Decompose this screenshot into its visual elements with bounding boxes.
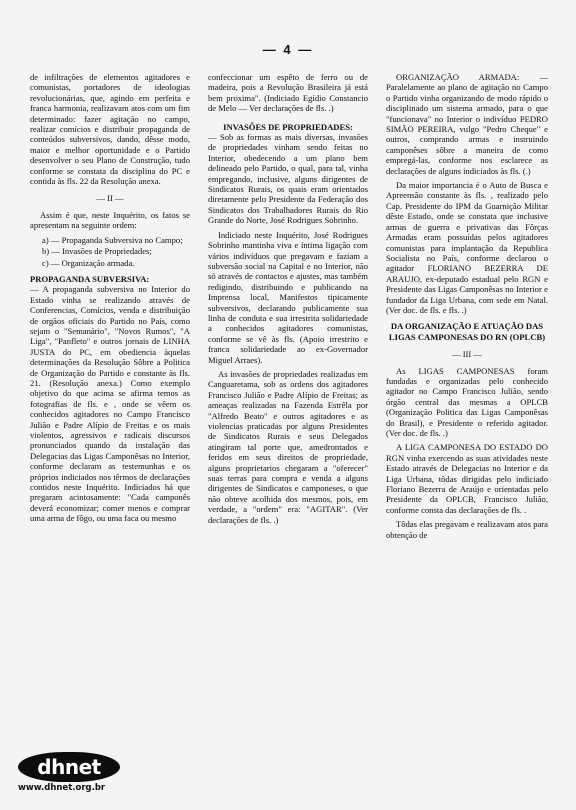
dhnet-logo xyxy=(18,752,138,794)
paragraph: Indiciado neste Inquérito, José Rodrigues Sobrinho mantinha viva e íntima ligação com vários indivíduos que pregavam e faziam a subversão social na Capital e no Interior, não só através de contactos e ajustes, mas também redigindo, distribuindo e publicando na Imprensa local, Manifestos tipicamente subversivos, declarando publicamente sua linha de conduta e sua irrestrita solidariedade a conhecidos agitadores comunistas, conforme se vê às fls. (Apoio irrestrito e franca solidariedade ao ex-Governador Miguel Arraes). xyxy=(208,229,368,365)
column-1 xyxy=(30,72,190,524)
section-heading: PROPAGANDA SUBVERSIVA: xyxy=(30,273,150,284)
list-item: b) — Invasões de Propriedades; xyxy=(42,246,152,257)
paragraph: de infiltrações de elementos agitadores e comunistas, portadores de ideologias revolucionárias, que, agindo em perfeita e franca harmonia, realizavam atos com um fim determinado: fazer agitação no campo, realizar comícios e distribuir propaganda de conteúdos subversivos, dando, dêsse modo, maior e melhor oportunidade e o Partido desenvolver o seu Plano de Construção, tudo conforme se constata da disciplina do PC e contida às fls. 22 da Resolução anexa. xyxy=(30,72,190,187)
paragraph: confeccionar um espêto de ferro ou de madeira, pois a Revolução Brasileira já está bem proxima". (Indiciado Egídio Constancio de Melo — Ver declarações de fls. .) xyxy=(208,72,368,114)
paragraph: As LIGAS CAMPONESAS foram fundadas e organizadas pelo conhecido agitador no Campo Francisco Julião, sendo órgão central das mesmas a OPLCB (Organização Politica das Ligas Camponêsas do Brasil), e Presidente o referido agitador. (Ver doc. de fls. .) xyxy=(386,365,548,438)
topic-list xyxy=(42,235,190,268)
logo-url: www.dhnet.org.br xyxy=(18,783,106,793)
paragraph: As invasões de propriedades realizadas em Canguaretama, sob as ordens dos agitadores Francisco Julião e Padre Alípio de Freitas; as ameaças realizadas na Fazenda Estrêla por "Alfredo Beato" e outros agitadores e as violencias praticadas por alguns Presidentes de Sindicatos Rurais e seus Delegados atingiram tal porte que, amedrontados e feridos em seus direitos de propriedade, alguns proprietarios chegaram a "oferecer" suas terras para compra e venda a alguns dirigentes de Sindicatos e camponeses, o que não obteve acolhida dos mesmos, pois, em verdade, a "ordem" era: "AGITAR". (Ver declarações de fls. .) xyxy=(208,368,368,525)
section-separator: — II — xyxy=(96,193,124,204)
paragraph: Tôdas elas pregavam e realizavam atos para obtenção de xyxy=(386,519,548,540)
list-item: a) — Propaganda Subversiva no Campo; xyxy=(42,234,183,245)
column-2 xyxy=(208,72,368,525)
list-item: c) — Organização armada. xyxy=(42,257,135,268)
column-3 xyxy=(386,72,548,540)
paragraph: Da maior importancia é o Auto de Busca e Apreensão constante às fls. , realizado pelo Cap. Presidente do IPM da Guarnição Militar dêste Estado, onde se constata que inclusive armas de guerra e privativas das Fôrças Armadas eram possuídas pelos agitadores comunistas para implantação da Republica Socialista no País, conforme declarou o agitador FLORIANO BEZERRA DE ARAUJO, ex-deputado estadual pelo RGN e Presidente das Ligas Camponêsas no Interior e fundador da Liga Urbana, com sede em Natal. (Ver doc. de fls. e fls. .) xyxy=(386,180,548,315)
section-heading: INVASÕES DE PROPRIEDADES: xyxy=(223,121,353,132)
logo-text: dhnet xyxy=(37,755,101,779)
section-separator: — III — xyxy=(451,349,483,360)
paragraph: — Sob as formas as mais diversas, invasões de propriedades vinham sendo feitas no Interior, obedecendo a um plano bem delineado pelo Partido, o qual, para tal, vinha empregando, inclusive, alguns dirigentes de Sindicatos Rurais, os quais eram orientados diretamente pelo Presidente da Federação dos Sindicatos dos Trabalhadores Rurais do Rio Grande do Norte, José Rodrigues Sobrinho. xyxy=(208,132,368,226)
paragraph: ORGANIZAÇÃO ARMADA: — Paralelamente ao plano de agitação no Campo o Partido vinha organizando de modo rápido o disciplinado um sistema armado, para o que "funcionava" no Interior o indivíduo PEDRO SIMÃO PEREIRA, vulgo "Pedro Cheque" e outros, comprando armas e instruindo camponêses sôbre a maneira de como empregá-las, conforme nos esclarece as declarações de alguns indiciados às fls. (.) xyxy=(386,72,548,176)
section-heading: DA ORGANIZAÇÃO E ATUAÇÃO DAS LIGAS CAMPONESAS DO RN (OPLCB) xyxy=(388,321,546,342)
paragraph: — A propaganda subversiva no Interior do Estado vinha se realizando através de Conferencias, Comícios, venda e distribuição de orgãos oficiais do Partido no País, como sejam o "Semanário", "Novos Rumos", "A Liga", "Panfleto" e outros jornais de LINHA JUSTA do PC, em obediencia àquelas determinações da Resolução Sôbre a Politica de Organização do Partido e constante às fls. 21. (Resolução anexa.) Como exemplo objetivo do que acima se afirma temos as fotografias de fls. e , onde se vêem os conhecidos agitadores no Campo Francisco Julião e Padre Alípio de Freitas e os mais violentos, agressivos e radicais discursos pronunciados quando da instalação das Delegacias das Ligas Camponêsas no Interior, conforme declaram as testemunhas e os próprios indiciados nos têrmos de declarações contidos neste Inquérito. Indiciados há que pregaram acintosamente: "Cada camponês deverá economizar; comer menos e comprar uma arma de fôgo, ou uma faca ou mesmo xyxy=(30,284,190,524)
paragraph: A LIGA CAMPONESA DO ESTADO DO RGN vinha exercendo as suas atividades neste Estado através de Delegacias no Interior e da Liga Urbana, tôdas dirigidas pelo indiciado Floriano Bezerra de Araújo e orientadas pelo Presidente da OPLCB, Francisco Julião, conforme consta das declarações de fls. . xyxy=(386,442,548,515)
page-number: — 4 — xyxy=(262,42,314,57)
paragraph: Assim é que, neste Inquérito, os fatos se apresentam na seguinte ordem: xyxy=(30,209,190,231)
